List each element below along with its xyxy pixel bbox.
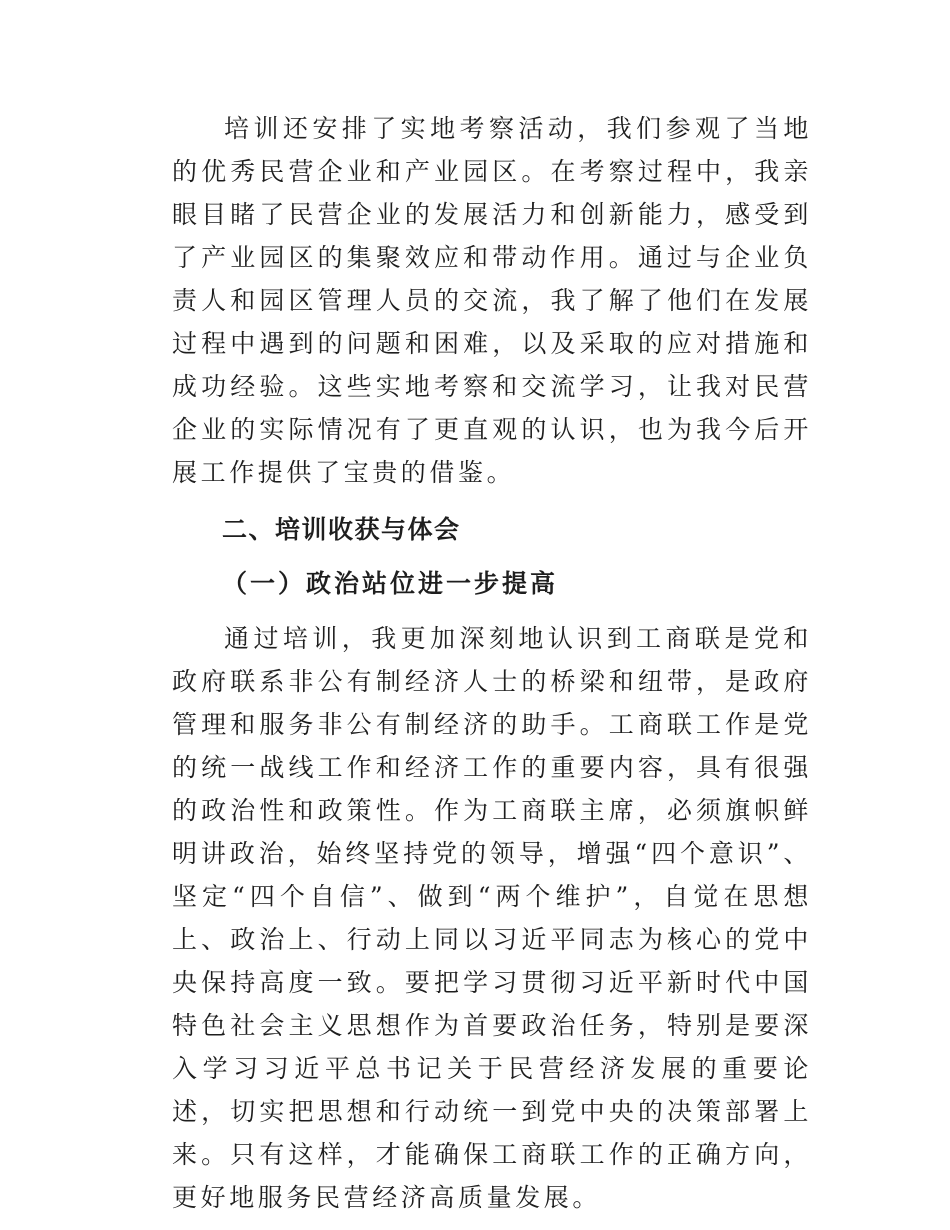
paragraph-political-stance: 通过培训，我更加深刻地认识到工商联是党和政府联系非公有制经济人士的桥梁和纽带，是政府管理和服务非公有制经济的助手。工商联工作是党的统一战线工作和经济工作的重要内容，具有很强的政治性和政策性。作为工商联主席，必须旗帜鲜明讲政治，始终坚持党的领导，增强“四个意识”、坚定“四个自信”、做到“两个维护”，自觉在思想上、政治上、行动上同以习近平同志为核心的党中央保持高度一致。要把学习贯彻习近平新时代中国特色社会主义思想作为首要政治任务，特别是要深入学习习近平总书记关于民营经济发展的重要论述，切实把思想和行动统一到党中央的决策部署上来。只有这样，才能确保工商联工作的正确方向，更好地服务民营经济高质量发展。 (172, 624, 812, 1212)
document-body (172, 107, 812, 1219)
paragraph-field-visit: 培训还安排了实地考察活动，我们参观了当地的优秀民营企业和产业园区。在考察过程中，我亲眼目睹了民营企业的发展活力和创新能力，感受到了产业园区的集聚效应和带动作用。通过与企业负责人和园区管理人员的交流，我了解了他们在发展过程中遇到的问题和困难，以及采取的应对措施和成功经验。这些实地考察和交流学习，让我对民营企业的实际情况有了更直观的认识，也为我今后开展工作提供了宝贵的借鉴。 (172, 114, 812, 487)
section-heading-training-gains: 二、培训收获与体会 (222, 515, 461, 544)
subsection-heading-political-stance: （一）政治站位进一步提高 (222, 569, 559, 598)
